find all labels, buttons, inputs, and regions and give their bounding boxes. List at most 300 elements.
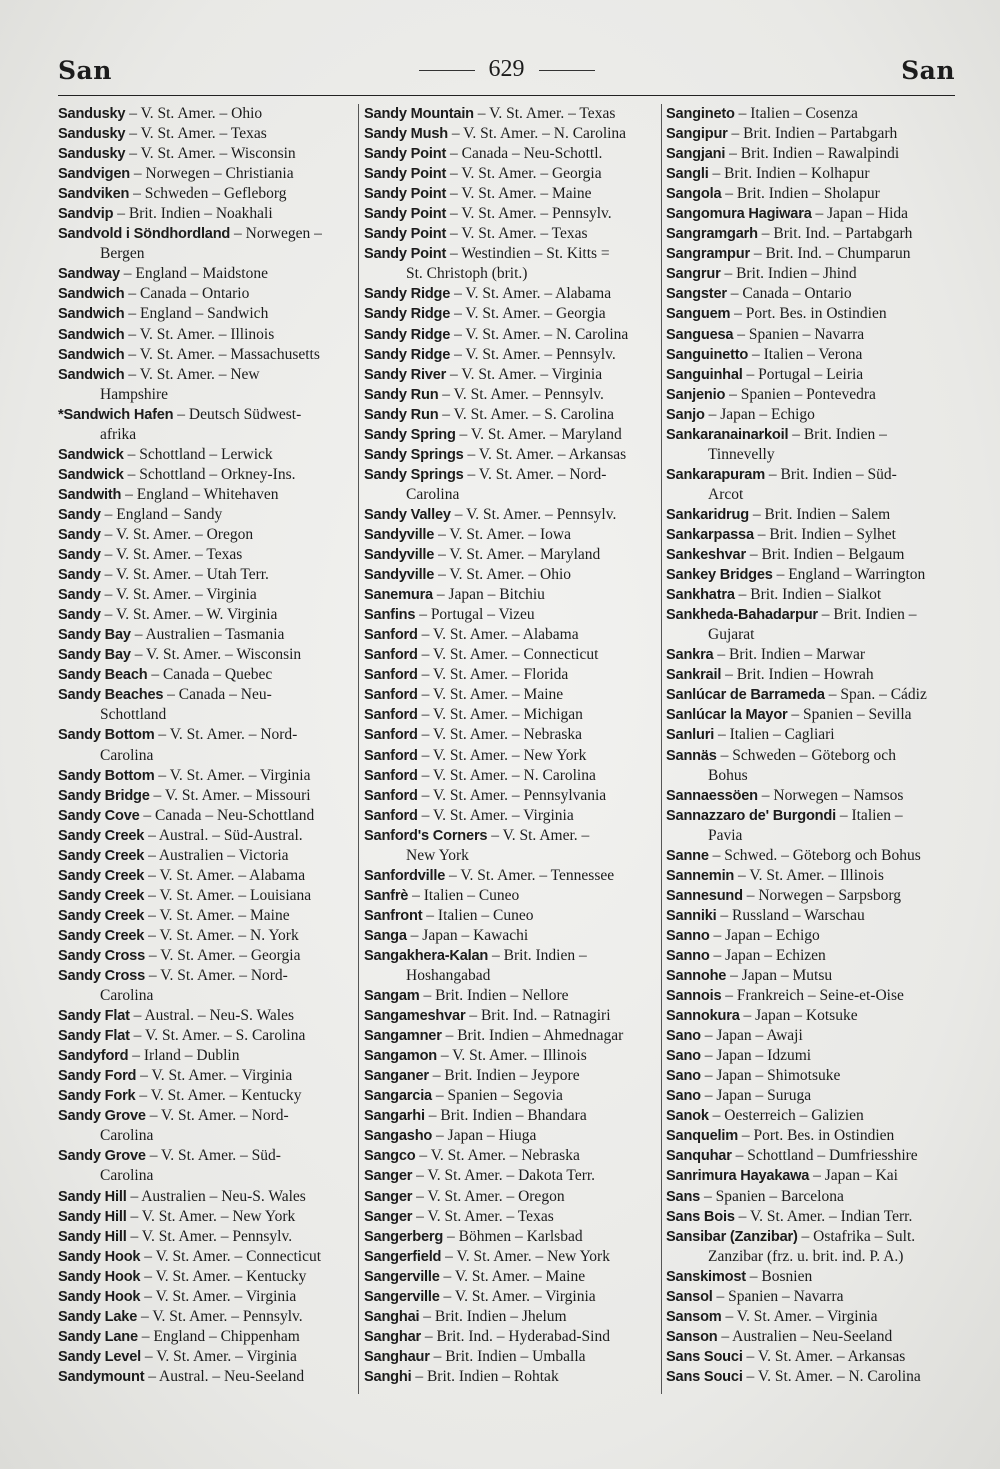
entry-headword: Sandy Ridge: [364, 326, 451, 343]
entry-headword: Sandy River: [364, 366, 447, 383]
entry-headword: Sangomura Hagiwara: [666, 206, 812, 223]
entry-location: – V. St. Amer. – Nebraska: [415, 1147, 580, 1165]
entry-continuation: Schottland: [100, 706, 167, 724]
gazetteer-entry: [666, 685, 961, 705]
entry-headword: Sanfront: [364, 907, 423, 924]
entry-headword: Sandy Fork: [58, 1088, 136, 1105]
entry-headword: Sandy Flat: [58, 1028, 130, 1045]
entry-headword: Sandy Ridge: [364, 306, 451, 323]
gazetteer-entry: [666, 1307, 961, 1327]
entry-location: – V. St. Amer. – Indian Terr.: [734, 1207, 913, 1225]
entry-headword: Sandy Cross: [58, 947, 146, 964]
gazetteer-entry: [364, 1247, 658, 1267]
entry-location: – Deutsch Südwest-: [173, 405, 302, 423]
entry-headword: Sangamner: [364, 1028, 442, 1045]
entry-headword: Sandwich: [58, 346, 125, 363]
entry-location: – V. St. Amer. – Alabama: [144, 866, 306, 884]
entry-location: – Italien – Verona: [748, 345, 863, 363]
gazetteer-entry: [364, 1287, 658, 1307]
entry-location: – V. St. Amer. – Wisconsin: [130, 646, 302, 664]
gazetteer-entry: [364, 465, 658, 505]
entry-location: – Italien – Cuneo: [422, 906, 534, 924]
gazetteer-entry: [58, 1106, 352, 1146]
entry-headword: Sanford's Corners: [364, 827, 488, 844]
entry-headword: Sanlúcar la Mayor: [666, 707, 788, 724]
gazetteer-entry: [364, 946, 658, 986]
gazetteer-entry: [364, 224, 658, 244]
entry-headword: Sandway: [58, 266, 120, 283]
entry-headword: Sangster: [666, 286, 727, 303]
column-3: [666, 104, 961, 1387]
entry-location: – Norwegen –: [230, 225, 322, 243]
entry-headword: Sanford: [364, 747, 418, 764]
entry-headword: Sandy Creek: [58, 907, 145, 924]
entry-headword: Sandy: [58, 567, 101, 584]
gazetteer-entry: [364, 806, 658, 826]
entry-headword: Sankra: [666, 647, 714, 664]
entry-location: – V. St. Amer. – Süd-: [145, 1147, 281, 1165]
entry-headword: Sanford: [364, 647, 418, 664]
gazetteer-entry: [364, 525, 658, 545]
gazetteer-entry: [666, 425, 961, 465]
entry-headword: Sandwich: [58, 366, 125, 383]
entry-headword: Sanganer: [364, 1068, 429, 1085]
column-divider-2: [661, 104, 662, 1394]
entry-headword: Sans Souci: [666, 1368, 743, 1385]
entry-location: – V. St. Amer. – Alabama: [450, 285, 612, 303]
entry-location: – Japan – Suruga: [700, 1087, 812, 1105]
entry-location: – Spanien – Navarra: [733, 325, 865, 343]
entry-headword: Sanguesa: [666, 326, 734, 343]
gazetteer-entry: [666, 264, 961, 284]
entry-headword: Sandwick: [58, 466, 124, 483]
entry-location: – Brit. Indien – Partabgarh: [727, 125, 898, 143]
gazetteer-entry: [58, 224, 352, 264]
entry-location: – V. St. Amer. – Pennsylv.: [450, 345, 616, 363]
entry-headword: Sanford: [364, 627, 418, 644]
header-rule: [58, 95, 955, 96]
entry-location: – V. St. Amer. – S. Carolina: [438, 405, 614, 423]
entry-headword: Sandy Valley: [364, 506, 451, 523]
entry-location: – V. St. Amer. – Texas: [100, 546, 243, 564]
entry-location: – Brit. Indien –: [488, 946, 587, 964]
entry-headword: Sanford: [364, 787, 418, 804]
entry-headword: Sannemin: [666, 867, 735, 884]
entry-location: – Japan – Echigo: [709, 926, 820, 944]
entry-headword: Sanford: [364, 727, 418, 744]
entry-location: – Japan – Hida: [811, 205, 909, 223]
entry-location: – Italien – Cosenza: [734, 105, 858, 122]
entry-location: – V. St. Amer. – Georgia: [145, 946, 301, 964]
entry-location: – Schweden – Göteborg och: [716, 746, 896, 764]
entry-headword: Sanford: [364, 687, 418, 704]
gazetteer-entry: [364, 986, 658, 1006]
entry-location: – V. St. Amer. – Iowa: [434, 525, 571, 543]
gazetteer-entry: [364, 1166, 658, 1186]
entry-headword: Sandy Creek: [58, 827, 145, 844]
entry-headword: Sanjo: [666, 406, 705, 423]
gazetteer-entry: [364, 565, 658, 585]
entry-headword: Sandy Hill: [58, 1208, 127, 1225]
gazetteer-entry: [58, 846, 352, 866]
gazetteer-entry: [364, 345, 658, 365]
entry-headword: Sankaridrug: [666, 506, 749, 523]
entry-location: – Schottland – Orkney-Ins.: [123, 465, 296, 483]
entry-headword: Sankarapuram: [666, 466, 765, 483]
entry-headword: Sangrampur: [666, 246, 750, 263]
entry-location: – Brit. Indien – Bhandara: [424, 1107, 587, 1125]
entry-headword: Sandy Point: [364, 146, 447, 163]
entry-headword: Sandy Hill: [58, 1228, 127, 1245]
gazetteer-entry: [58, 1066, 352, 1086]
column-divider-1: [358, 104, 359, 1394]
entry-location: – Canada – Ontario: [124, 285, 250, 303]
gazetteer-entry: [364, 385, 658, 405]
entry-location: – Spanien – Segovia: [431, 1087, 563, 1105]
gazetteer-entry: [364, 1187, 658, 1207]
gazetteer-entry: [364, 1066, 658, 1086]
entry-headword: Sanghi: [364, 1368, 412, 1385]
entry-headword: Sandy Mush: [364, 126, 448, 143]
entry-headword: Sandy Point: [364, 206, 447, 223]
entry-headword: Sandy Hook: [58, 1268, 141, 1285]
entry-headword: Sandy Ridge: [364, 346, 451, 363]
entry-location: – Australien – Victoria: [144, 846, 289, 864]
gazetteer-entry: [58, 525, 352, 545]
entry-location: – Portugal – Vizeu: [415, 606, 535, 624]
entry-location: – V. St. Amer. – Nord-: [145, 1107, 289, 1125]
entry-location: – Japan – Idzumi: [700, 1047, 812, 1065]
entry-headword: Sano: [666, 1028, 701, 1045]
gazetteer-entry: [58, 264, 352, 284]
column-2: [364, 104, 658, 1387]
entry-headword: Sannaessöen: [666, 787, 758, 804]
entry-headword: Sandy: [58, 547, 101, 564]
entry-continuation: Carolina: [100, 987, 154, 1005]
entry-headword: Sandvigen: [58, 166, 130, 183]
entry-headword: Sandvold i Söndhordland: [58, 226, 231, 243]
entry-headword: Sansom: [666, 1308, 722, 1325]
entry-headword: Sannohe: [666, 968, 727, 985]
entry-headword: Sanguinhal: [666, 366, 743, 383]
entry-headword: Sanghai: [364, 1308, 420, 1325]
entry-location: – V. St. Amer. – Virginia: [140, 1347, 297, 1365]
entry-headword: Sandymount: [58, 1368, 145, 1385]
gazetteer-entry: [666, 966, 961, 986]
gazetteer-entry: [58, 645, 352, 665]
entry-location: – V. St. Amer. – Connecticut: [417, 646, 599, 664]
gazetteer-entry: [58, 485, 352, 505]
gazetteer-entry: [666, 605, 961, 645]
gazetteer-entry: [58, 405, 352, 445]
gazetteer-entry: [666, 545, 961, 565]
gazetteer-entry: [58, 806, 352, 826]
entry-headword: Sandy Ridge: [364, 286, 451, 303]
entry-headword: Sanguinetto: [666, 346, 749, 363]
gazetteer-entry: [666, 244, 961, 264]
entry-headword: Sans Bois: [666, 1208, 735, 1225]
gazetteer-entry: [666, 1026, 961, 1046]
entry-headword: Sandy Creek: [58, 887, 145, 904]
gazetteer-entry: [364, 766, 658, 786]
entry-headword: Sangarhi: [364, 1108, 425, 1125]
entry-location: – Port. Bes. in Ostindien: [738, 1127, 895, 1145]
gazetteer-entry: [364, 605, 658, 625]
entry-headword: Sangerville: [364, 1288, 440, 1305]
entry-location: – Schottland – Lerwick: [123, 445, 273, 463]
entry-headword: Sandy Mountain: [364, 106, 474, 122]
entry-location: – V. St. Amer. – Missouri: [149, 786, 311, 804]
entry-location: – Canada – Neu-: [163, 686, 272, 704]
gazetteer-entry: [666, 565, 961, 585]
entry-headword: Sangramgarh: [666, 226, 758, 243]
entry-location: – Japan – Hiuga: [432, 1127, 537, 1145]
entry-continuation: Carolina: [100, 1127, 154, 1145]
entry-location: – V. St. Amer. – Connecticut: [140, 1247, 322, 1265]
entry-location: – V. St. Amer. – Ohio: [125, 105, 263, 122]
gazetteer-entry: [58, 465, 352, 485]
gazetteer-entry: [666, 144, 961, 164]
entry-continuation: Gujarat: [708, 626, 755, 644]
entry-location: – Austral. – Neu-S. Wales: [129, 1007, 295, 1025]
entry-location: – V. St. Amer. – Ohio: [434, 566, 572, 584]
entry-location: – V. St. Amer. – New York: [126, 1207, 296, 1225]
header-dash-left: [419, 70, 475, 71]
entry-location: – Schwed. – Göteborg och Bohus: [708, 846, 921, 864]
gazetteer-entry: [666, 1207, 961, 1227]
entry-location: – V. St. Amer. – Maine: [144, 906, 290, 924]
gazetteer-entry: [58, 1086, 352, 1106]
entry-location: – Italien – Cuneo: [408, 886, 520, 904]
gazetteer-entry: [58, 926, 352, 946]
page-number: 629: [488, 56, 525, 82]
gazetteer-entry: [58, 104, 352, 124]
entry-location: – Westindien – St. Kitts =: [446, 245, 610, 263]
gazetteer-entry: [364, 1367, 658, 1387]
entry-location: – Russland – Warschau: [716, 906, 865, 924]
gazetteer-entry: [666, 1287, 961, 1307]
entry-headword: Sanlúcar de Barrameda: [666, 687, 825, 704]
entry-location: – Brit. Ind. – Hyderabad-Sind: [421, 1327, 610, 1345]
entry-headword: Sandy Point: [364, 166, 447, 183]
entry-headword: Sandwick: [58, 446, 124, 463]
gazetteer-entry: [666, 505, 961, 525]
entry-continuation: Hoshangabad: [406, 967, 491, 985]
entry-headword: Sandy Bottom: [58, 767, 155, 784]
gazetteer-entry: [666, 986, 961, 1006]
gazetteer-entry: [666, 705, 961, 725]
entry-location: – V. St. Amer. – Texas: [125, 125, 267, 143]
entry-headword: Sandyville: [364, 567, 435, 584]
entry-location: – V. St. Amer. – Maryland: [455, 425, 622, 443]
entry-headword: Sanford: [364, 707, 418, 724]
entry-location: – Japan – Echigo: [704, 405, 815, 423]
entry-location: – Norwegen – Sarpsborg: [742, 886, 901, 904]
gazetteer-entry: [58, 906, 352, 926]
entry-headword: Sanquhar: [666, 1148, 732, 1165]
entry-headword: Sanrimura Hayakawa: [666, 1168, 810, 1185]
entry-location: – Japan – Kai: [809, 1167, 898, 1185]
entry-headword: Sandy Grove: [58, 1148, 146, 1165]
gazetteer-entry: [364, 1267, 658, 1287]
entry-headword: Sannäs: [666, 747, 717, 764]
entry-location: – V. St. Amer. – Virginia: [154, 766, 311, 784]
entry-location: – V. St. Amer. – S. Carolina: [129, 1027, 306, 1045]
entry-location: – Brit. Ind. – Chumparun: [749, 245, 911, 263]
entry-headword: Sans Souci: [666, 1348, 743, 1365]
entry-headword: Sanfins: [364, 607, 416, 624]
entry-headword: Sandy Flat: [58, 1008, 130, 1025]
entry-location: – England – Maidstone: [119, 265, 268, 283]
entry-headword: Sandy Lane: [58, 1328, 138, 1345]
entry-location: – Australien – Neu-S. Wales: [126, 1187, 306, 1205]
entry-location: – V. St. Amer. – Kentucky: [135, 1087, 302, 1105]
gazetteer-entry: [666, 124, 961, 144]
entry-location: – V. St. Amer. – New: [124, 365, 260, 383]
entry-continuation: Carolina: [406, 485, 460, 503]
entry-location: – Australien – Neu-Seeland: [717, 1327, 893, 1345]
gazetteer-entry: [666, 1267, 961, 1287]
gazetteer-entry: [58, 445, 352, 465]
gazetteer-entry: [666, 665, 961, 685]
gazetteer-entry: [58, 1227, 352, 1247]
gazetteer-entry: [364, 1146, 658, 1166]
entry-continuation: Carolina: [100, 746, 154, 764]
entry-location: – V. St. Amer. – Virginia: [136, 1067, 293, 1085]
gazetteer-entry: [364, 685, 658, 705]
entry-headword: Sandy Point: [364, 226, 447, 243]
gazetteer-entry: [364, 284, 658, 304]
entry-headword: Sangrur: [666, 266, 721, 283]
entry-headword: Sandy Bay: [58, 627, 131, 644]
entry-location: – Canada – Neu-Schottland: [139, 806, 315, 824]
entry-location: – V. St. Amer. – Pennsylv.: [446, 205, 612, 223]
gazetteer-entry: [364, 545, 658, 565]
entry-continuation: Bohus: [708, 766, 748, 784]
entry-location: – V. St. Amer. – N. Carolina: [447, 125, 627, 143]
entry-headword: Sandy: [58, 526, 101, 543]
entry-location: – England – Warrington: [772, 566, 926, 584]
entry-continuation: Carolina: [100, 1167, 154, 1185]
gazetteer-entry: [666, 725, 961, 745]
entry-location: – V. St. Amer. – N. Carolina: [742, 1367, 921, 1385]
entry-headword: Sandwich: [58, 286, 125, 303]
entry-location: – V. St. Amer. – Virginia: [140, 1287, 297, 1305]
gazetteer-entry: [666, 926, 961, 946]
gazetteer-entry: [364, 164, 658, 184]
entry-headword: Sangarcia: [364, 1088, 432, 1105]
entry-headword: Sanford: [364, 767, 418, 784]
entry-location: – England – Sandy: [100, 505, 223, 523]
entry-continuation: Tinnevelly: [708, 445, 775, 463]
entry-location: – Frankreich – Seine-et-Oise: [721, 987, 904, 1005]
gazetteer-entry: [364, 906, 658, 926]
entry-location: – V. St. Amer. – Illinois: [734, 866, 884, 884]
entry-headword: Sanniki: [666, 907, 717, 924]
entry-location: – V. St. Amer. – Michigan: [417, 706, 583, 724]
entry-location: – V. St. Amer. – Virginia: [721, 1307, 878, 1325]
entry-headword: Sandy Beaches: [58, 687, 164, 704]
entry-location: – V. St. Amer. – Nord-: [463, 465, 607, 483]
entry-location: – V. St. Amer. – Maryland: [434, 546, 601, 564]
gazetteer-entry: [666, 1187, 961, 1207]
entry-headword: Sanfrè: [364, 887, 409, 904]
entry-headword: Sanger: [364, 1188, 413, 1205]
entry-location: – Brit. Indien – Umballa: [429, 1347, 586, 1365]
header-left-catchword: San: [58, 56, 112, 85]
entry-location: – V. St. Amer. – Louisiana: [144, 886, 312, 904]
gazetteer-entry: [58, 766, 352, 786]
entry-location: – V. St. Amer. – Nebraska: [417, 726, 583, 744]
gazetteer-entry: [666, 385, 961, 405]
entry-location: – V. St. Amer. – Pennsylv.: [126, 1227, 293, 1245]
gazetteer-entry: [666, 164, 961, 184]
gazetteer-entry: [364, 505, 658, 525]
entry-location: – V. St. Amer. – Utah Terr.: [100, 566, 269, 584]
entry-location: – Ostafrika – Sult.: [797, 1227, 916, 1245]
entry-location: – V. St. Amer. – N. York: [144, 926, 299, 944]
gazetteer-entry: [58, 725, 352, 765]
entry-location: – Oesterreich – Galizien: [708, 1107, 864, 1125]
entry-headword: Sankrail: [666, 667, 722, 684]
entry-headword: Sangerville: [364, 1268, 440, 1285]
entry-location: – Span. – Cádiz: [824, 686, 927, 704]
gazetteer-entry: [666, 1066, 961, 1086]
gazetteer-entry: [58, 204, 352, 224]
gazetteer-entry: [666, 345, 961, 365]
entry-location: – Brit. Ind. – Partabgarh: [757, 225, 913, 243]
entry-location: – V. St. Amer. – Virginia: [417, 806, 574, 824]
gazetteer-entry: [364, 886, 658, 906]
gazetteer-entry: [58, 144, 352, 164]
entry-location: – Brit. Indien – Nellore: [419, 987, 569, 1005]
entry-headword: Sanno: [666, 927, 710, 944]
entry-location: – Brit. Indien – Salem: [748, 505, 891, 523]
entry-location: – Spanien – Barcelona: [700, 1187, 844, 1205]
entry-headword: Sano: [666, 1068, 701, 1085]
gazetteer-entry: [364, 365, 658, 385]
gazetteer-entry: [58, 164, 352, 184]
gazetteer-entry: [364, 304, 658, 324]
entry-headword: Sandy Lake: [58, 1308, 138, 1325]
entry-headword: Sandy Bridge: [58, 787, 150, 804]
entry-headword: Sannokura: [666, 1008, 740, 1025]
entry-headword: Sanford: [364, 807, 418, 824]
gazetteer-entry: [364, 1207, 658, 1227]
entry-location: – Japan – Echizen: [709, 946, 826, 964]
gazetteer-entry: [58, 966, 352, 1006]
entry-headword: Sannesund: [666, 887, 743, 904]
entry-headword: Sandusky: [58, 126, 126, 143]
gazetteer-entry: [364, 926, 658, 946]
gazetteer-entry: [58, 1327, 352, 1347]
gazetteer-entry: [666, 1227, 961, 1267]
entry-location: – Brit. Indien – Rohtak: [411, 1367, 559, 1385]
entry-headword: Sanok: [666, 1108, 709, 1125]
gazetteer-entry: [666, 184, 961, 204]
entry-continuation: Bergen: [100, 245, 145, 263]
entry-headword: Sandy Hill: [58, 1188, 127, 1205]
entry-headword: Sanfordville: [364, 867, 446, 884]
gazetteer-entry: [364, 244, 658, 284]
gazetteer-entry: [364, 585, 658, 605]
entry-continuation: afrika: [100, 425, 137, 443]
header-dash-right: [539, 70, 595, 71]
entry-location: – Japan – Kotsuke: [739, 1007, 858, 1025]
entry-location: – Spanien – Sevilla: [787, 706, 912, 724]
gazetteer-entry: [364, 1026, 658, 1046]
entry-headword: Sangco: [364, 1148, 416, 1165]
